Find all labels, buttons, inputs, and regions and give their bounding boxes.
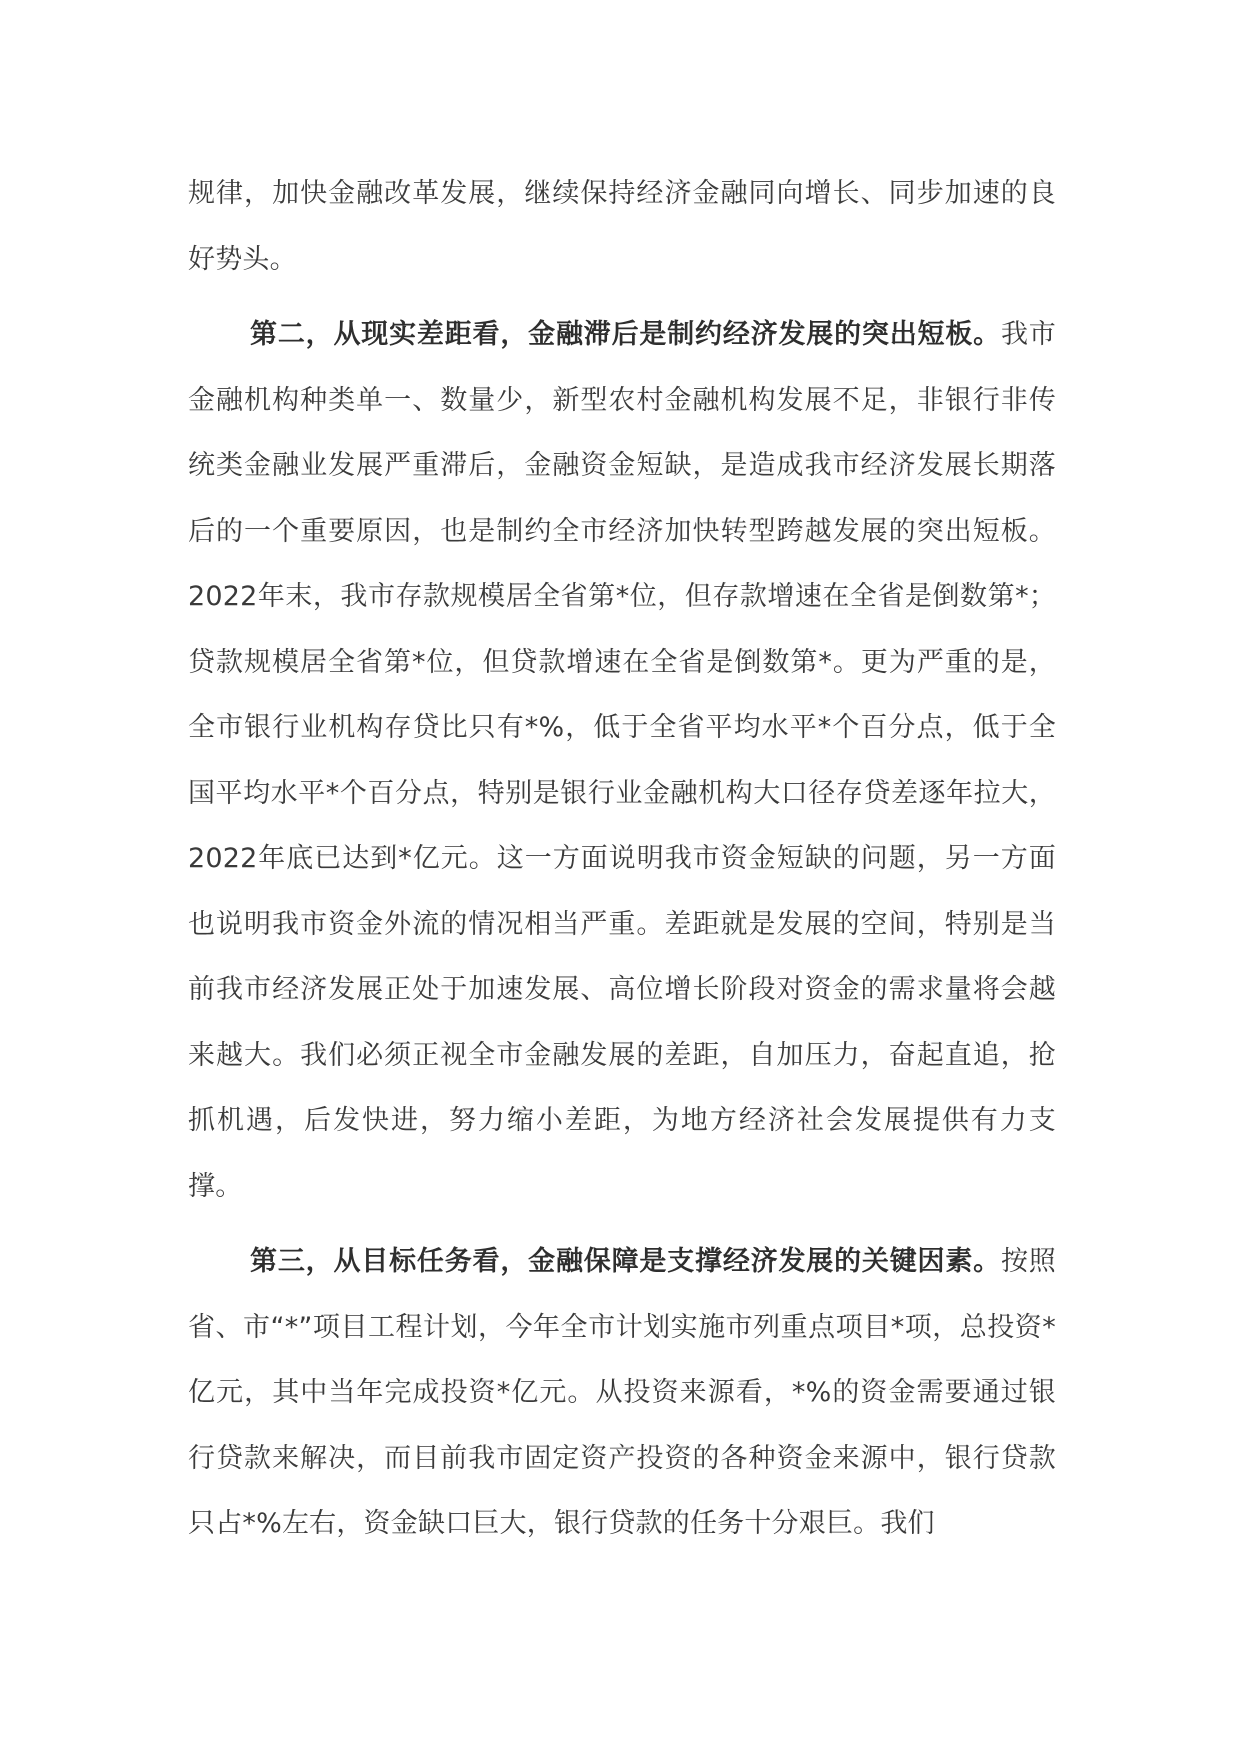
paragraph-text: 我市金融机构种类单一、数量少，新型农村金融机构发展不足，非银行非传统类金融业发展严重滞后，金融资金短缺，是造成我市经济发展长期落后的一个重要原因，也是制约全市经济加快转型跨越发展的突出短板。2022年末，我市存款规模居全省第*位，但存款增速在全省是倒数第*；贷款规模居全省第*位，但贷款增速在全省是倒数第*。更为严重的是，全市银行业机构存贷比只有*%，低于全省平均水平*个百分点，低于全国平均水平*个百分点，特别是银行业金融机构大口径存贷差逐年拉大，2022年底已达到*亿元。这一方面说明我市资金短缺的问题，另一方面也说明我市资金外流的情况相当严重。差距就是发展的空间，特别是当前我市经济发展正处于加速发展、高位增长阶段对资金的需求量将会越来越大。我们必须正视全市金融发展的差距，自加压力，奋起直追，抢抓机遇，后发快进，努力缩小差距，为地方经济社会发展提供有力支撑。: [188, 319, 1056, 1202]
document-body: [188, 161, 1056, 1557]
paragraph-continuation: [188, 161, 1056, 292]
paragraph-second-point: [188, 302, 1056, 1219]
paragraph-text: 规律，加快金融改革发展，继续保持经济金融同向增长、同步加速的良好势头。: [188, 178, 1056, 275]
paragraph-text: 按照省、市“*”项目工程计划，今年全市计划实施市列重点项目*项，总投资*亿元，其中当年完成投资*亿元。从投资来源看，*%的资金需要通过银行贷款来解决，而目前我市固定资产投资的各种资金来源中，银行贷款只占*%左右，资金缺口巨大，银行贷款的任务十分艰巨。我们: [188, 1246, 1056, 1539]
paragraph-heading: 第二，从现实差距看，金融滞后是制约经济发展的突出短板。: [250, 319, 1001, 350]
paragraph-third-point: [188, 1229, 1056, 1557]
paragraph-heading: 第三，从目标任务看，金融保障是支撑经济发展的关键因素。: [250, 1246, 1001, 1277]
